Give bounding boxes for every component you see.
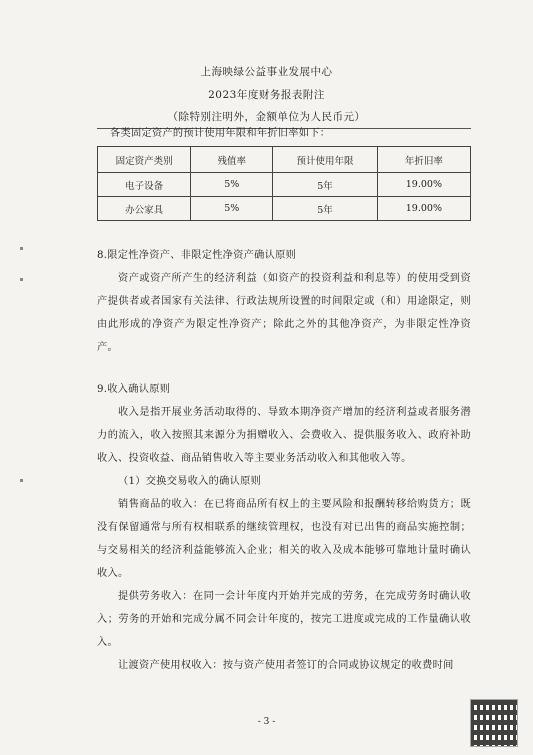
asset-use-income-paragraph: 让渡资产使用权收入：按与资产使用者签订的合同或协议规定的收费时间 xyxy=(118,660,454,671)
table-cell: 5% xyxy=(191,197,273,221)
col-header-residual: 残值率 xyxy=(191,147,273,173)
qr-code-icon xyxy=(470,699,518,747)
table-row xyxy=(98,197,471,221)
table-cell: 19.00% xyxy=(377,197,470,221)
section-9-body: 收入是指开展业务活动取得的、导致本期净资产增加的经济利益或者服务潜力的流入，收入按照其来源分为捐赠收入、会费收入、提供服务收入、政府补助收入、投资收益、商品销售收入等主要业务活动收入和其他收入等。 xyxy=(97,407,471,464)
org-name: 上海映绿公益事业发展中心 xyxy=(200,66,333,78)
section-9-heading: 9.收入确认原则 xyxy=(97,384,171,395)
page-number: - 3 - xyxy=(257,717,276,727)
table-row xyxy=(98,173,471,197)
section-8-heading: 8.限定性净资产、非限定性净资产确认原则 xyxy=(97,250,297,261)
unit-note: （除特别注明外，金额单位为人民币元） xyxy=(167,111,366,123)
report-title: 2023年度财务报表附注 xyxy=(208,89,325,101)
table-cell: 5年 xyxy=(273,173,377,197)
col-header-rate: 年折旧率 xyxy=(377,147,470,173)
depreciation-table xyxy=(97,146,471,221)
table-cell: 5% xyxy=(191,173,273,197)
scan-mark xyxy=(20,278,23,281)
col-header-category: 固定资产类别 xyxy=(98,147,191,173)
table-cell: 19.00% xyxy=(377,173,470,197)
table-cell: 5年 xyxy=(273,197,377,221)
service-income-paragraph: 提供劳务收入：在同一会计年度内开始并完成的劳务，在完成劳务时确认收入；劳务的开始和完成分属不同会计年度的，按完工进度或完成的工作量确认收入。 xyxy=(97,591,471,648)
table-header-row xyxy=(98,147,471,173)
section-8-body: 资产或资产所产生的经济利益（如资产的投资利益和利息等）的使用受到资产提供者或者国家有关法律、行政法规所设置的时间限定或（和）用途限定，则由此形成的净资产为限定性净资产；除此之外的其他净资产，为非限定性净资产。 xyxy=(97,273,471,353)
table-intro: 各类固定资产的预计使用年限和年折旧率如下： xyxy=(110,128,331,139)
sales-income-paragraph: 销售商品的收入：在已将商品所有权上的主要风险和报酬转移给购货方；既没有保留通常与所有权相联系的继续管理权，也没有对已出售的商品实施控制；与交易相关的经济利益能够流入企业；相关的收入及成本能够可靠地计量时确认收入。 xyxy=(97,499,471,579)
table-cell: 电子设备 xyxy=(98,173,191,197)
table-cell: 办公家具 xyxy=(98,197,191,221)
section-9-subheading: （1）交换交易收入的确认原则 xyxy=(118,476,262,487)
scan-mark xyxy=(20,479,23,482)
scan-mark xyxy=(20,247,23,250)
col-header-life: 预计使用年限 xyxy=(273,147,377,173)
